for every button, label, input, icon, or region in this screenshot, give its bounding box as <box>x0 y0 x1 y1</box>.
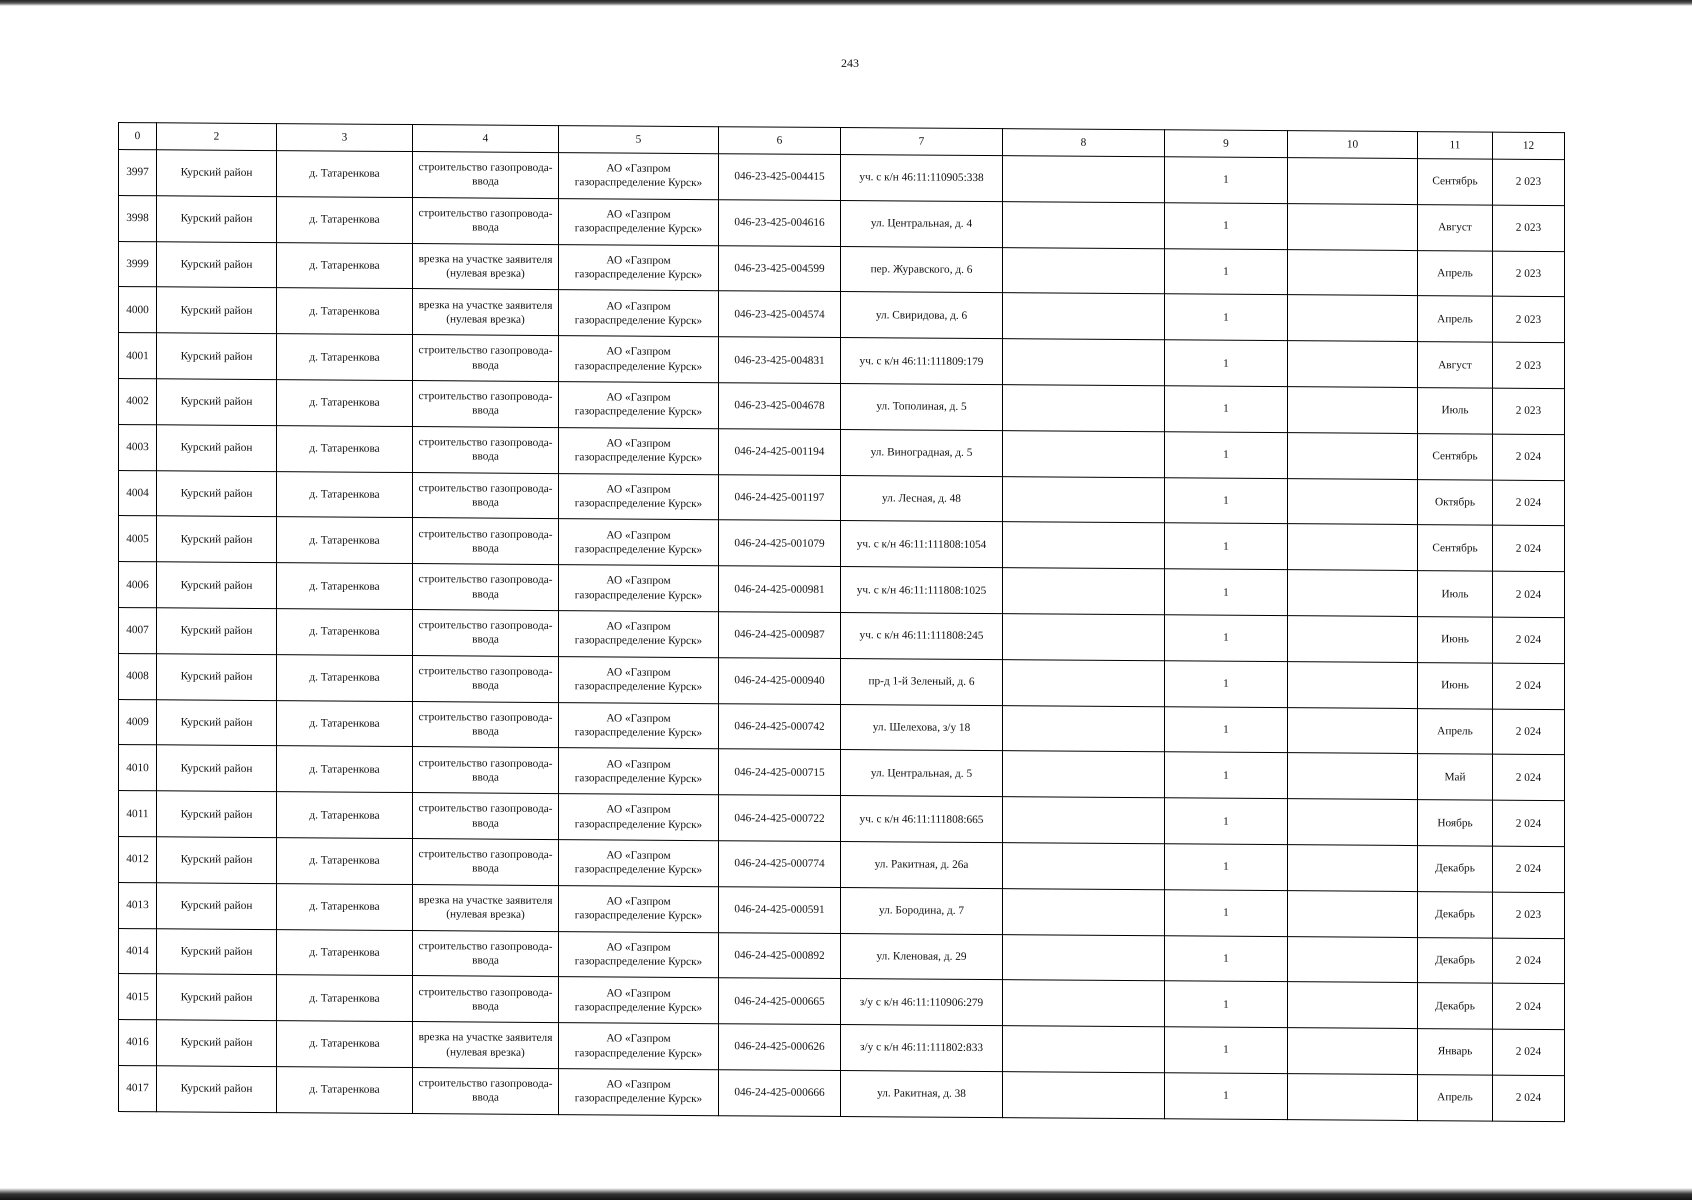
cell-organization: АО «Газпром газораспределение Курск» <box>559 290 719 337</box>
cell-month: Апрель <box>1418 708 1493 754</box>
cell-year: 2 024 <box>1493 571 1565 617</box>
cell-month: Август <box>1418 342 1493 388</box>
cell-col-10 <box>1288 524 1418 571</box>
cell-quantity: 1 <box>1165 477 1288 524</box>
cell-col-10 <box>1288 158 1418 205</box>
cell-col-10 <box>1288 845 1418 892</box>
cell-quantity: 1 <box>1165 569 1288 616</box>
cell-record-number: 4014 <box>119 928 157 974</box>
cell-address: пр-д 1-й Зеленый, д. 6 <box>841 658 1003 705</box>
cell-month: Сентябрь <box>1418 159 1493 205</box>
cell-year: 2 024 <box>1493 938 1565 984</box>
cell-district: Курский район <box>157 150 277 197</box>
cell-month: Август <box>1418 204 1493 250</box>
cell-year: 2 023 <box>1493 296 1565 342</box>
cell-col-10 <box>1288 936 1418 983</box>
cell-col-8 <box>1003 614 1165 661</box>
cell-application-number: 046-24-425-000940 <box>719 657 841 704</box>
cell-district: Курский район <box>157 425 277 472</box>
cell-col-10 <box>1288 616 1418 663</box>
cell-settlement: д. Татаренкова <box>277 1021 413 1068</box>
cell-quantity: 1 <box>1165 248 1288 295</box>
cell-month: Июнь <box>1418 617 1493 663</box>
cell-address: уч. с к/н 46:11:110905:338 <box>841 155 1003 202</box>
cell-application-number: 046-23-425-004616 <box>719 199 841 246</box>
cell-settlement: д. Татаренкова <box>277 1067 413 1114</box>
cell-year: 2 024 <box>1493 1029 1565 1075</box>
cell-district: Курский район <box>157 241 277 288</box>
cell-work-type: строительство газопровода-ввода <box>413 472 559 519</box>
cell-month: Июль <box>1418 388 1493 434</box>
cell-quantity: 1 <box>1165 294 1288 341</box>
cell-year: 2 024 <box>1493 663 1565 709</box>
column-header: 11 <box>1418 132 1493 160</box>
cell-col-10 <box>1288 753 1418 800</box>
cell-work-type: строительство газопровода-ввода <box>413 152 559 199</box>
cell-organization: АО «Газпром газораспределение Курск» <box>559 977 719 1024</box>
cell-district: Курский район <box>157 791 277 838</box>
cell-address: ул. Тополиная, д. 5 <box>841 384 1003 431</box>
cell-address: з/у с к/н 46:11:111802:833 <box>841 1025 1003 1072</box>
cell-organization: АО «Газпром газораспределение Курск» <box>559 1069 719 1116</box>
cell-work-type: строительство газопровода-ввода <box>413 564 559 611</box>
cell-district: Курский район <box>157 287 277 334</box>
cell-col-8 <box>1003 156 1165 203</box>
cell-col-10 <box>1288 249 1418 296</box>
column-header: 0 <box>119 123 157 150</box>
cell-month: Декабрь <box>1418 937 1493 983</box>
cell-work-type: врезка на участке заявителя (нулевая врезка) <box>413 289 559 336</box>
cell-work-type: строительство газопровода-ввода <box>413 839 559 886</box>
cell-work-type: строительство газопровода-ввода <box>413 701 559 748</box>
cell-month: Апрель <box>1418 1075 1493 1122</box>
cell-district: Курский район <box>157 699 277 746</box>
cell-organization: АО «Газпром газораспределение Курск» <box>559 885 719 932</box>
cell-application-number: 046-24-425-000666 <box>719 1070 841 1117</box>
cell-quantity: 1 <box>1165 523 1288 570</box>
cell-year: 2 024 <box>1493 434 1565 480</box>
cell-organization: АО «Газпром газораспределение Курск» <box>559 473 719 520</box>
cell-settlement: д. Татаренкова <box>277 334 413 381</box>
cell-col-8 <box>1003 934 1165 981</box>
cell-application-number: 046-24-425-000981 <box>719 566 841 613</box>
cell-year: 2 024 <box>1493 1075 1565 1122</box>
cell-district: Курский район <box>157 379 277 426</box>
cell-record-number: 3997 <box>119 150 157 196</box>
cell-address: ул. Бородина, д. 7 <box>841 887 1003 934</box>
cell-col-10 <box>1288 982 1418 1029</box>
cell-organization: АО «Газпром газораспределение Курск» <box>559 244 719 291</box>
cell-address: ул. Лесная, д. 48 <box>841 475 1003 522</box>
cell-month: Декабрь <box>1418 891 1493 937</box>
cell-record-number: 4003 <box>119 424 157 470</box>
cell-quantity: 1 <box>1165 890 1288 937</box>
cell-settlement: д. Татаренкова <box>277 929 413 976</box>
cell-year: 2 023 <box>1493 892 1565 938</box>
cell-organization: АО «Газпром газораспределение Курск» <box>559 1023 719 1070</box>
column-header: 10 <box>1288 131 1418 159</box>
cell-quantity: 1 <box>1165 798 1288 845</box>
cell-quantity: 1 <box>1165 706 1288 753</box>
cell-col-8 <box>1003 797 1165 844</box>
cell-address: ул. Ракитная, д. 38 <box>841 1070 1003 1117</box>
cell-col-8 <box>1003 843 1165 890</box>
cell-address: пер. Журавского, д. 6 <box>841 246 1003 293</box>
cell-work-type: строительство газопровода-ввода <box>413 335 559 382</box>
cell-settlement: д. Татаренкова <box>277 425 413 472</box>
cell-organization: АО «Газпром газораспределение Курск» <box>559 840 719 887</box>
cell-month: Декабрь <box>1418 983 1493 1029</box>
cell-record-number: 4005 <box>119 516 157 562</box>
cell-application-number: 046-23-425-004599 <box>719 245 841 292</box>
cell-col-8 <box>1003 980 1165 1027</box>
cell-col-10 <box>1288 387 1418 434</box>
cell-organization: АО «Газпром газораспределение Курск» <box>559 427 719 474</box>
cell-record-number: 4006 <box>119 562 157 608</box>
cell-application-number: 046-24-425-000626 <box>719 1024 841 1071</box>
cell-col-8 <box>1003 568 1165 615</box>
column-header: 4 <box>413 125 559 153</box>
cell-district: Курский район <box>157 745 277 792</box>
cell-organization: АО «Газпром газораспределение Курск» <box>559 656 719 703</box>
cell-col-10 <box>1288 295 1418 342</box>
cell-address: ул. Виноградная, д. 5 <box>841 429 1003 476</box>
cell-district: Курский район <box>157 928 277 975</box>
cell-address: ул. Ракитная, д. 26а <box>841 841 1003 888</box>
cell-work-type: строительство газопровода-ввода <box>413 1067 559 1114</box>
cell-record-number: 4015 <box>119 974 157 1020</box>
cell-settlement: д. Татаренкова <box>277 838 413 885</box>
cell-record-number: 4004 <box>119 470 157 516</box>
cell-month: Январь <box>1418 1029 1493 1075</box>
cell-application-number: 046-24-425-000892 <box>719 932 841 979</box>
cell-district: Курский район <box>157 654 277 701</box>
cell-record-number: 4017 <box>119 1065 157 1111</box>
cell-organization: АО «Газпром газораспределение Курск» <box>559 611 719 658</box>
cell-quantity: 1 <box>1165 340 1288 387</box>
cell-col-10 <box>1288 203 1418 250</box>
cell-year: 2 024 <box>1493 617 1565 663</box>
cell-settlement: д. Татаренкова <box>277 792 413 839</box>
cell-work-type: строительство газопровода-ввода <box>413 197 559 244</box>
cell-col-10 <box>1288 890 1418 937</box>
cell-col-8 <box>1003 385 1165 432</box>
cell-organization: АО «Газпром газораспределение Курск» <box>559 565 719 612</box>
cell-work-type: врезка на участке заявителя (нулевая врезка) <box>413 1022 559 1069</box>
cell-organization: АО «Газпром газораспределение Курск» <box>559 702 719 749</box>
cell-district: Курский район <box>157 608 277 655</box>
cell-address: ул. Центральная, д. 5 <box>841 750 1003 797</box>
cell-settlement: д. Татаренкова <box>277 700 413 747</box>
cell-address: уч. с к/н 46:11:111808:1025 <box>841 567 1003 614</box>
cell-settlement: д. Татаренкова <box>277 883 413 930</box>
cell-year: 2 023 <box>1493 205 1565 251</box>
cell-settlement: д. Татаренкова <box>277 151 413 198</box>
cell-year: 2 024 <box>1493 754 1565 800</box>
cell-settlement: д. Татаренкова <box>277 975 413 1022</box>
cell-record-number: 4010 <box>119 745 157 791</box>
column-header: 12 <box>1493 132 1565 160</box>
cell-address: уч. с к/н 46:11:111808:1054 <box>841 521 1003 568</box>
cell-organization: АО «Газпром газораспределение Курск» <box>559 198 719 245</box>
cell-col-10 <box>1288 570 1418 617</box>
cell-col-10 <box>1288 707 1418 754</box>
cell-col-8 <box>1003 888 1165 935</box>
cell-organization: АО «Газпром газораспределение Курск» <box>559 748 719 795</box>
cell-district: Курский район <box>157 196 277 243</box>
table-body <box>119 150 1565 1122</box>
cell-quantity: 1 <box>1165 157 1288 204</box>
cell-quantity: 1 <box>1165 432 1288 479</box>
cell-month: Апрель <box>1418 296 1493 342</box>
cell-quantity: 1 <box>1165 1027 1288 1074</box>
cell-col-10 <box>1288 432 1418 479</box>
cell-quantity: 1 <box>1165 752 1288 799</box>
cell-organization: АО «Газпром газораспределение Курск» <box>559 931 719 978</box>
cell-quantity: 1 <box>1165 981 1288 1028</box>
cell-month: Декабрь <box>1418 846 1493 892</box>
cell-year: 2 024 <box>1493 709 1565 755</box>
column-header: 3 <box>277 124 413 152</box>
cell-district: Курский район <box>157 1020 277 1067</box>
cell-col-8 <box>1003 1072 1165 1119</box>
cell-record-number: 4008 <box>119 653 157 699</box>
table-row <box>119 1065 1565 1121</box>
cell-organization: АО «Газпром газораспределение Курск» <box>559 153 719 200</box>
column-header: 7 <box>841 128 1003 156</box>
cell-address: уч. с к/н 46:11:111808:665 <box>841 796 1003 843</box>
column-header: 8 <box>1003 129 1165 157</box>
cell-address: ул. Кленовая, д. 29 <box>841 933 1003 980</box>
cell-work-type: строительство газопровода-ввода <box>413 518 559 565</box>
cell-col-8 <box>1003 201 1165 248</box>
cell-quantity: 1 <box>1165 935 1288 982</box>
cell-month: Июль <box>1418 571 1493 617</box>
cell-address: з/у с к/н 46:11:110906:279 <box>841 979 1003 1026</box>
cell-application-number: 046-24-425-000987 <box>719 612 841 659</box>
cell-work-type: строительство газопровода-ввода <box>413 747 559 794</box>
cell-application-number: 046-24-425-000722 <box>719 795 841 842</box>
cell-year: 2 023 <box>1493 388 1565 434</box>
column-header: 9 <box>1165 130 1288 158</box>
cell-application-number: 046-24-425-001197 <box>719 474 841 521</box>
cell-application-number: 046-24-425-000742 <box>719 703 841 750</box>
cell-application-number: 046-23-425-004831 <box>719 337 841 384</box>
scan-edge-top <box>0 0 1692 6</box>
cell-col-8 <box>1003 751 1165 798</box>
cell-month: Апрель <box>1418 250 1493 296</box>
cell-col-8 <box>1003 522 1165 569</box>
cell-address: уч. с к/н 46:11:111809:179 <box>841 338 1003 385</box>
cell-district: Курский район <box>157 470 277 517</box>
scan-edge-bottom <box>0 1188 1692 1200</box>
cell-address: уч. с к/н 46:11:111808:245 <box>841 613 1003 660</box>
cell-record-number: 4007 <box>119 607 157 653</box>
cell-settlement: д. Татаренкова <box>277 196 413 243</box>
cell-record-number: 4009 <box>119 699 157 745</box>
cell-record-number: 4012 <box>119 836 157 882</box>
cell-quantity: 1 <box>1165 1073 1288 1120</box>
cell-quantity: 1 <box>1165 844 1288 891</box>
cell-application-number: 046-24-425-000591 <box>719 886 841 933</box>
cell-record-number: 3999 <box>119 241 157 287</box>
cell-address: ул. Шелехова, з/у 18 <box>841 704 1003 751</box>
cell-settlement: д. Татаренкова <box>277 242 413 289</box>
cell-district: Курский район <box>157 837 277 884</box>
cell-work-type: врезка на участке заявителя (нулевая врезка) <box>413 243 559 290</box>
cell-work-type: строительство газопровода-ввода <box>413 976 559 1023</box>
cell-record-number: 4016 <box>119 1020 157 1066</box>
cell-year: 2 024 <box>1493 800 1565 846</box>
cell-settlement: д. Татаренкова <box>277 380 413 427</box>
cell-record-number: 4000 <box>119 287 157 333</box>
column-header: 5 <box>559 126 719 154</box>
cell-col-10 <box>1288 341 1418 388</box>
cell-district: Курский район <box>157 562 277 609</box>
column-header: 6 <box>719 127 841 155</box>
cell-application-number: 046-24-425-000715 <box>719 749 841 796</box>
cell-quantity: 1 <box>1165 386 1288 433</box>
cell-work-type: строительство газопровода-ввода <box>413 930 559 977</box>
cell-settlement: д. Татаренкова <box>277 563 413 610</box>
cell-record-number: 4002 <box>119 378 157 424</box>
cell-settlement: д. Татаренкова <box>277 609 413 656</box>
cell-col-10 <box>1288 1074 1418 1121</box>
cell-organization: АО «Газпром газораспределение Курск» <box>559 794 719 841</box>
cell-col-8 <box>1003 430 1165 477</box>
cell-settlement: д. Татаренкова <box>277 746 413 793</box>
cell-col-8 <box>1003 339 1165 386</box>
cell-month: Сентябрь <box>1418 525 1493 571</box>
cell-record-number: 4011 <box>119 791 157 837</box>
cell-work-type: врезка на участке заявителя (нулевая врезка) <box>413 884 559 931</box>
cell-address: ул. Свиридова, д. 6 <box>841 292 1003 339</box>
cell-record-number: 4013 <box>119 882 157 928</box>
cell-month: Ноябрь <box>1418 800 1493 846</box>
cell-year: 2 024 <box>1493 846 1565 892</box>
cell-year: 2 023 <box>1493 342 1565 388</box>
column-header: 2 <box>157 123 277 151</box>
cell-col-10 <box>1288 661 1418 708</box>
cell-col-8 <box>1003 1026 1165 1073</box>
cell-organization: АО «Газпром газораспределение Курск» <box>559 336 719 383</box>
cell-year: 2 023 <box>1493 159 1565 205</box>
cell-col-10 <box>1288 478 1418 525</box>
cell-settlement: д. Татаренкова <box>277 471 413 518</box>
cell-year: 2 024 <box>1493 480 1565 526</box>
cell-quantity: 1 <box>1165 615 1288 662</box>
cell-settlement: д. Татаренкова <box>277 517 413 564</box>
cell-settlement: д. Татаренкова <box>277 288 413 335</box>
cell-application-number: 046-24-425-001194 <box>719 428 841 475</box>
cell-application-number: 046-24-425-000665 <box>719 978 841 1025</box>
cell-month: Май <box>1418 754 1493 800</box>
cell-work-type: строительство газопровода-ввода <box>413 610 559 657</box>
cell-col-10 <box>1288 799 1418 846</box>
cell-organization: АО «Газпром газораспределение Курск» <box>559 519 719 566</box>
cell-year: 2 024 <box>1493 525 1565 571</box>
cell-work-type: строительство газопровода-ввода <box>413 655 559 702</box>
cell-year: 2 023 <box>1493 251 1565 297</box>
cell-col-8 <box>1003 247 1165 294</box>
cell-month: Сентябрь <box>1418 433 1493 479</box>
cell-address: ул. Центральная, д. 4 <box>841 200 1003 247</box>
cell-organization: АО «Газпром газораспределение Курск» <box>559 382 719 429</box>
cell-record-number: 4001 <box>119 333 157 379</box>
gas-connection-register-table <box>118 122 1565 1122</box>
page-number: 243 <box>841 56 859 70</box>
cell-district: Курский район <box>157 974 277 1021</box>
cell-district: Курский район <box>157 883 277 930</box>
cell-col-10 <box>1288 1028 1418 1075</box>
cell-col-8 <box>1003 293 1165 340</box>
cell-year: 2 024 <box>1493 983 1565 1029</box>
cell-application-number: 046-24-425-000774 <box>719 841 841 888</box>
cell-settlement: д. Татаренкова <box>277 654 413 701</box>
cell-work-type: строительство газопровода-ввода <box>413 381 559 428</box>
cell-month: Октябрь <box>1418 479 1493 525</box>
cell-col-8 <box>1003 659 1165 706</box>
cell-district: Курский район <box>157 333 277 380</box>
cell-col-8 <box>1003 705 1165 752</box>
cell-month: Июнь <box>1418 662 1493 708</box>
cell-application-number: 046-23-425-004415 <box>719 154 841 201</box>
cell-record-number: 3998 <box>119 195 157 241</box>
cell-district: Курский район <box>157 516 277 563</box>
cell-work-type: строительство газопровода-ввода <box>413 426 559 473</box>
cell-district: Курский район <box>157 1066 277 1113</box>
cell-quantity: 1 <box>1165 203 1288 250</box>
cell-quantity: 1 <box>1165 661 1288 708</box>
cell-application-number: 046-23-425-004678 <box>719 383 841 430</box>
cell-application-number: 046-24-425-001079 <box>719 520 841 567</box>
cell-work-type: строительство газопровода-ввода <box>413 793 559 840</box>
cell-col-8 <box>1003 476 1165 523</box>
cell-application-number: 046-23-425-004574 <box>719 291 841 338</box>
